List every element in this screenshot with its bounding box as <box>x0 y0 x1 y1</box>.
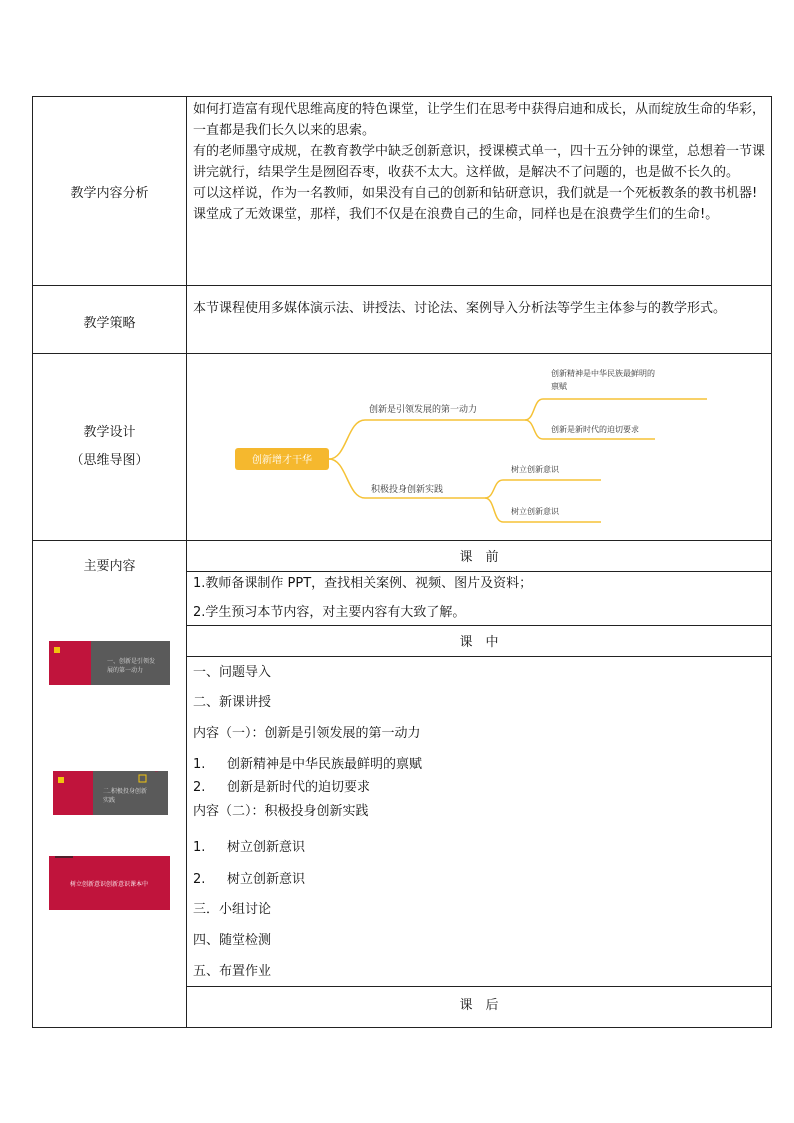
slide-1-line1: 一、创新是引领发 <box>107 658 156 665</box>
before-item-1: 1.教师备课制作 PPT，查找相关案例、视频、图片及资料； <box>193 576 533 591</box>
slide-thumbnail-3 <box>49 856 170 910</box>
mindmap-leaf2b: 树立创新意识 <box>511 507 559 516</box>
main-content-body <box>187 541 771 1019</box>
design-label-cell <box>33 354 187 541</box>
mindmap-leaf1a-line <box>525 399 707 420</box>
mindmap-root: 创新增才干华 <box>252 455 312 466</box>
during-content-2-item-2 <box>187 862 771 893</box>
slide-2-graphic <box>53 771 168 815</box>
mindmap-leaf1a-line2: 禀赋 <box>551 382 567 391</box>
after-class-header: 课 后 <box>187 986 771 1019</box>
svg-text:″: ″ <box>157 641 161 648</box>
during-content-1-item-1 <box>187 750 771 774</box>
item-number: 1. <box>193 757 206 772</box>
slide-1-line2: 展的第一动力 <box>107 667 144 674</box>
analysis-paragraph-2: 有的老师墨守成规，在教育教学中缺乏创新意识，授课模式单一，四十五分钟的课堂，总想着一节课讲完就行，结果学生是囫囵吞枣，收获不太大。这样做，是解决不了问题的，也是做不长久的。 <box>193 144 766 180</box>
during-content-1: 内容（一）：创新是引领发展的第一动力 <box>193 726 421 741</box>
design-sublabel: （思维导图） <box>70 453 149 468</box>
strategy-label: 教学策略 <box>33 286 187 354</box>
analysis-paragraph-1: 如何打造富有现代思维高度的特色课堂，让学生们在思考中获得启迪和成长，从而绽放生命的华彩，一直都是我们长久以来的思索。 <box>193 102 766 138</box>
analysis-row <box>33 97 772 286</box>
mindmap-leaf1b: 创新是新时代的迫切要求 <box>551 425 639 434</box>
main-content <box>187 541 772 1028</box>
mindmap-branch2: 积极投身创新实践 <box>371 485 444 495</box>
mind-map <box>187 354 772 540</box>
mindmap-leaf2a-line <box>485 480 601 498</box>
during-class-header: 课 中 <box>187 625 771 657</box>
main-label-cell <box>33 541 187 1028</box>
slide-thumbnail-1 <box>49 641 170 685</box>
during-step-2: 二、新课讲授 <box>193 695 272 710</box>
strategy-row <box>33 286 772 354</box>
before-class-header: 课 前 <box>187 541 771 572</box>
svg-text:″: ″ <box>155 771 159 780</box>
analysis-paragraph-3: 可以这样说，作为一名教师，如果没有自己的创新和钻研意识，我们就是一个死板教条的教书机器!课堂成了无效课堂，那样，我们不仅是在浪费自己的生命，同样也是在浪费学生们的生命!。 <box>193 186 758 222</box>
design-label: 教学设计 <box>83 425 136 440</box>
strategy-content <box>187 286 772 354</box>
design-row <box>33 354 772 541</box>
item-text: 树立创新意识 <box>227 840 306 855</box>
mindmap-branch1-line <box>329 420 525 459</box>
mindmap-leaf2a: 树立创新意识 <box>511 465 559 474</box>
during-step-1: 一、问题导入 <box>193 665 272 680</box>
slide-2-line1: 二.积极投身创新 <box>103 788 147 795</box>
lesson-plan-table <box>32 96 772 1028</box>
mindmap-leaf1a-line1: 创新精神是中华民族最鲜明的 <box>551 369 655 378</box>
slide-3-graphic <box>49 856 170 910</box>
slide-2-line2: 实践 <box>103 797 116 804</box>
item-number: 2. <box>193 872 206 887</box>
slide-3-text: 树立创新意识创新意识课本中 <box>69 881 149 888</box>
during-step-3: 三．小组讨论 <box>193 902 272 917</box>
during-step-4: 四、随堂检测 <box>193 933 272 948</box>
item-number: 2. <box>193 780 206 795</box>
item-number: 1. <box>193 840 206 855</box>
item-text: 创新精神是中华民族最鲜明的禀赋 <box>227 757 423 772</box>
strategy-text: 本节课程使用多媒体演示法、讲授法、讨论法、案例导入分析法等学生主体参与的教学形式。 <box>193 301 727 316</box>
item-text: 创新是新时代的迫切要求 <box>227 780 371 795</box>
during-step-5: 五、布置作业 <box>193 964 272 979</box>
slide-1-graphic <box>49 641 170 685</box>
design-content <box>187 354 772 541</box>
during-content-2-item-1 <box>187 830 771 862</box>
main-row <box>33 541 772 1028</box>
analysis-label: 教学内容分析 <box>33 97 187 286</box>
item-text: 树立创新意识 <box>227 872 306 887</box>
slide-thumbnail-2 <box>53 771 168 815</box>
during-content-2: 内容（二）：积极投身创新实践 <box>193 804 369 819</box>
mindmap-branch1: 创新是引领发展的第一动力 <box>369 405 478 415</box>
during-content-1-item-2 <box>187 774 771 800</box>
analysis-content <box>187 97 772 286</box>
main-label: 主要内容 <box>83 559 136 574</box>
before-item-2: 2.学生预习本节内容，对主要内容有大致了解。 <box>193 605 466 620</box>
